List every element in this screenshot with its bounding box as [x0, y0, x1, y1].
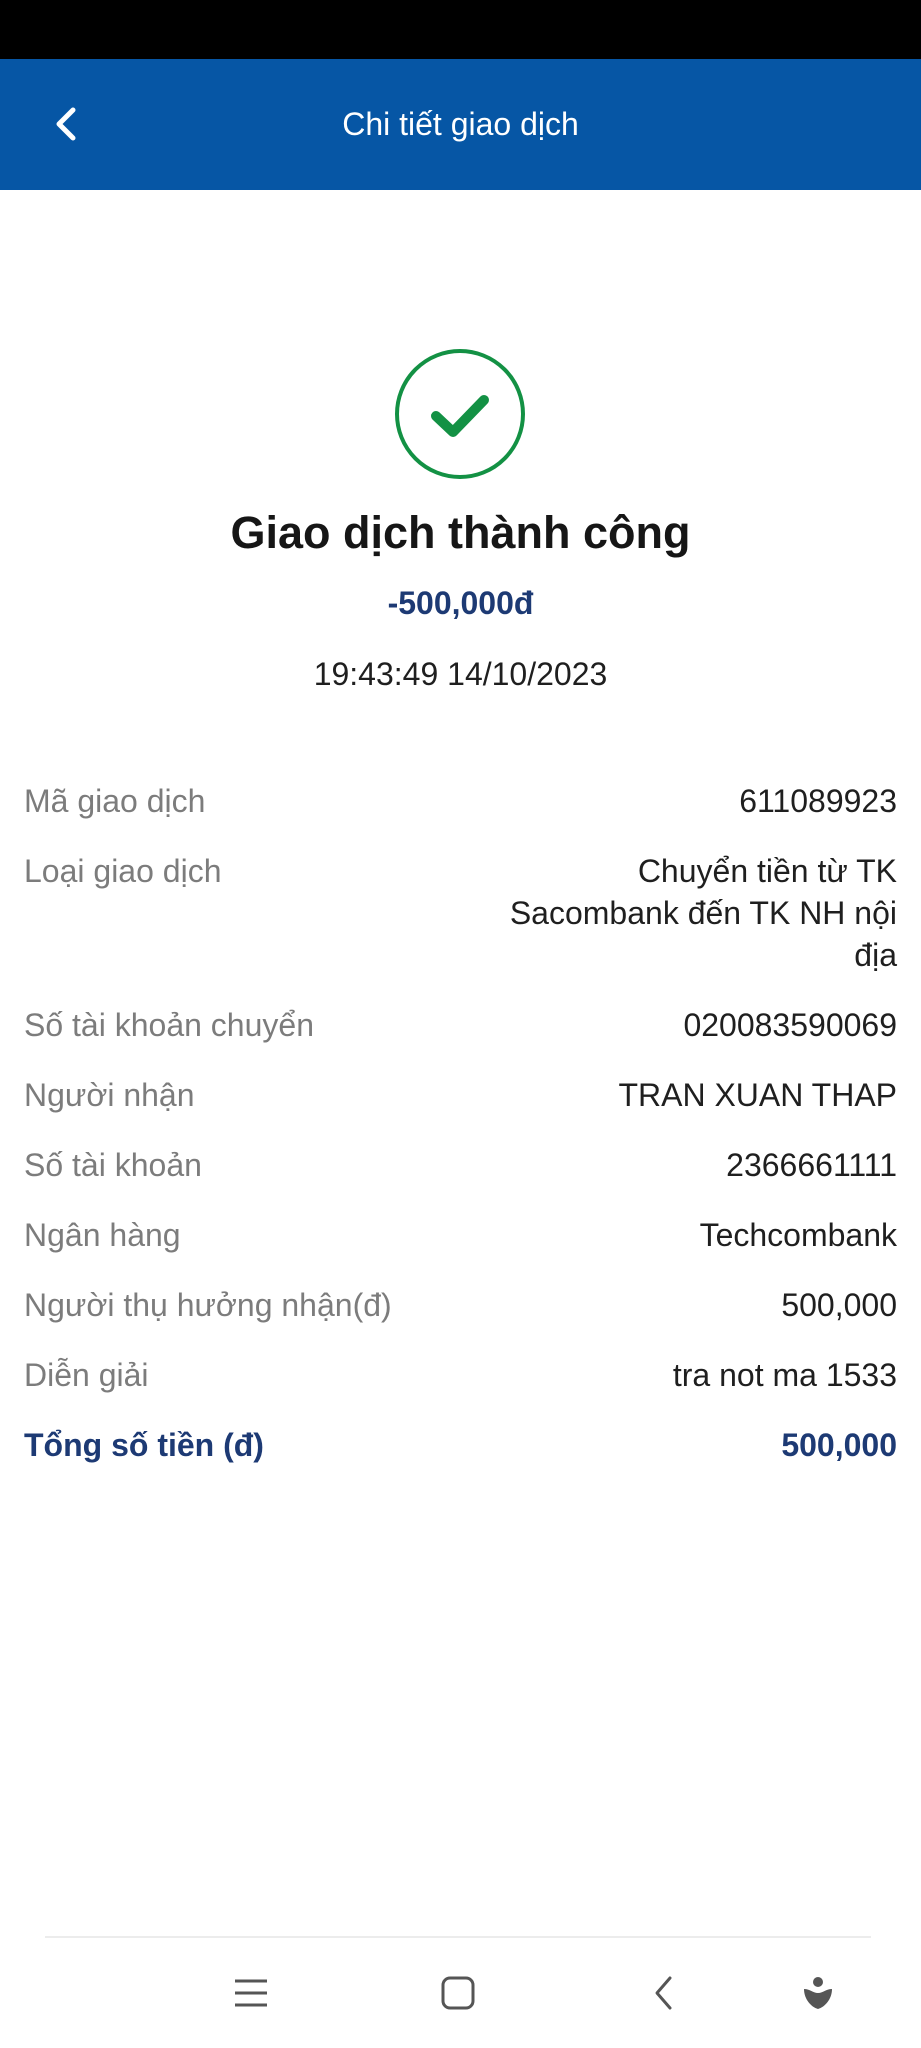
- transaction-amount: -500,000đ: [387, 585, 534, 621]
- header-bar: [0, 59, 921, 190]
- chevron-left-icon: [652, 1975, 676, 2011]
- square-icon: [441, 1976, 475, 2010]
- detail-value: Chuyển tiền từ TK Sacombank đến TK NH nội địa: [509, 853, 897, 973]
- detail-row-beneficiary-amount: [24, 1284, 897, 1326]
- total-label: Tổng số tiền (đ): [24, 1427, 264, 1463]
- assistant-button[interactable]: [780, 1963, 856, 2023]
- detail-label: Diễn giải: [24, 1357, 149, 1393]
- status-bar: [0, 0, 921, 59]
- detail-row-bank: [24, 1214, 897, 1256]
- detail-row-total: [24, 1424, 897, 1466]
- total-value: 500,000: [781, 1427, 897, 1463]
- assistant-icon: [801, 1975, 835, 2011]
- detail-value: 500,000: [781, 1287, 897, 1323]
- back-button[interactable]: [36, 89, 96, 159]
- detail-value: Techcombank: [699, 1217, 897, 1253]
- detail-row-account-number: [24, 1144, 897, 1186]
- chevron-left-icon: [51, 104, 81, 144]
- detail-row-description: [24, 1354, 897, 1396]
- detail-label: Loại giao dịch: [24, 853, 222, 889]
- home-button[interactable]: [420, 1963, 496, 2023]
- detail-label: Số tài khoản chuyển: [24, 1007, 314, 1043]
- nav-divider: [45, 1936, 871, 1938]
- check-circle-icon: [393, 347, 527, 481]
- page-title: Chi tiết giao dịch: [342, 106, 579, 142]
- detail-row-source-account: [24, 1004, 897, 1046]
- menu-lines-icon: [233, 1977, 269, 2009]
- detail-row-transaction-id: [24, 780, 897, 822]
- detail-value: 2366661111: [726, 1147, 897, 1183]
- transaction-details: [24, 780, 897, 1494]
- detail-label: Số tài khoản: [24, 1147, 202, 1183]
- transaction-datetime: 19:43:49 14/10/2023: [313, 656, 608, 692]
- detail-label: Người thụ hưởng nhận(đ): [24, 1287, 392, 1323]
- detail-value: 020083590069: [683, 1007, 897, 1043]
- detail-row-recipient: [24, 1074, 897, 1116]
- detail-value: TRAN XUAN THAP: [618, 1077, 897, 1113]
- detail-row-transaction-type: [24, 850, 897, 976]
- detail-label: Ngân hàng: [24, 1217, 181, 1253]
- recent-apps-button[interactable]: [213, 1963, 289, 2023]
- detail-value: 611089923: [739, 783, 897, 819]
- transaction-status: Giao dịch thành công: [230, 507, 691, 558]
- detail-value: tra not ma 1533: [672, 1357, 897, 1393]
- detail-label: Người nhận: [24, 1077, 195, 1113]
- detail-label: Mã giao dịch: [24, 783, 206, 819]
- system-back-button[interactable]: [626, 1963, 702, 2023]
